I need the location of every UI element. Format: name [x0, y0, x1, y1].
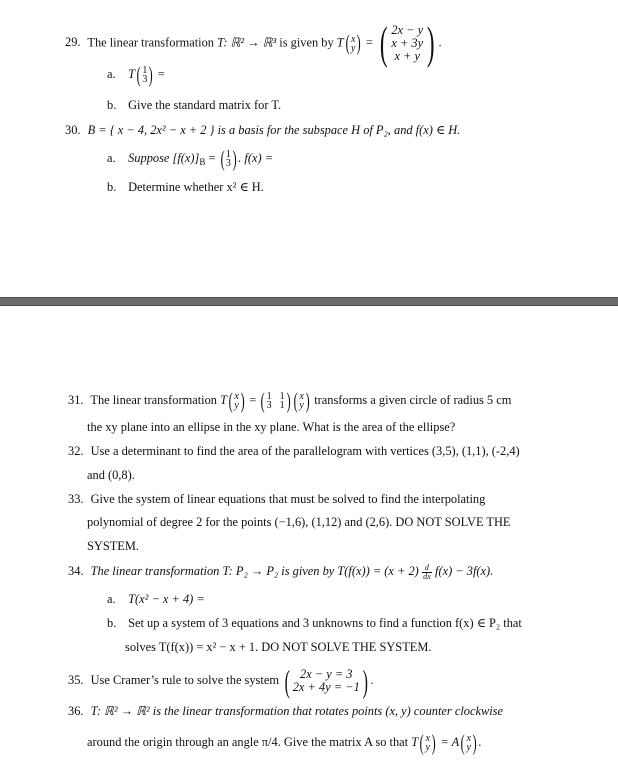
q29-number: 29. [65, 35, 81, 50]
q36-number: 36. [68, 704, 84, 718]
q29b-label: b. [107, 98, 117, 112]
q33-number: 33. [68, 492, 84, 506]
q30a: a. Suppose $[f(x)]_B$ = ( 1 3 ) . f(x) = [107, 146, 274, 171]
q29-T: T [336, 35, 344, 50]
q30b-label: b. [107, 180, 117, 194]
q29b-text: Give the standard matrix for T. [128, 98, 282, 112]
q30a-label: a. [107, 151, 116, 165]
q34a: a. T(x² − x + 4) = [107, 592, 205, 606]
q30b [107, 179, 264, 195]
q29-stem: 29. The linear transformation T: ℝ² → ℝ³ is given by T( x y ) = ( 2x − y x + 3y x + y ) . [65, 17, 442, 69]
q32-line2: and (0,8). [87, 468, 135, 482]
q33-line3: SYSTEM. [87, 539, 139, 553]
q34-line1: 34. The linear transformation T: P₂ → P₂ is given by T(f(x)) = (x + 2) $\frac{d}{dx}$ f(x) − 3f(x). [68, 562, 494, 581]
page-bottom [0, 306, 618, 768]
q31-line2: the xy plane into an ellipse in the xy plane. What is the area of the ellipse? [87, 420, 456, 434]
q30a-vector: 1 3 [225, 149, 231, 170]
q30-stem [65, 122, 460, 138]
q29-output-vector: 2x − y x + 3y x + y [391, 23, 424, 63]
q31-line1: 31. The linear transformation T( x y ) = ( 1 1 3 1 ) ( x y ) transforms a given circle of radius 5 cm [68, 388, 512, 413]
q32-line1: 32. Use a determinant to find the area of the parallelogram with vertices (3,5), (1,1), (-2,4) [68, 444, 520, 458]
q36-line1: 36. T: ℝ² → ℝ² is the linear transformation that rotates points (x, y) counter clockwise [68, 704, 504, 718]
q29-eq: = [365, 35, 373, 50]
q33-line2: polynomial of degree 2 for the points (−1,6), (1,12) and (2,6). DO NOT SOLVE THE [87, 515, 511, 529]
q31-number: 31. [68, 393, 84, 407]
q29-map: T: ℝ² → ℝ³ [217, 35, 277, 50]
q31-matrix: 1 1 3 1 [266, 391, 285, 412]
q30-text: B = { x − 4, 2x² − x + 2 } is a basis for the subspace H of P₂, and f(x) ∈ H. [87, 123, 461, 137]
q29-rparen-in: ) [357, 30, 362, 56]
q34a-label: a. [107, 592, 116, 606]
q29-lparen-out: ( [379, 17, 388, 69]
q34b-line1: b. Set up a system of 3 equations and 3 unknowns to find a function f(x) ∈ P₂ that [107, 616, 522, 630]
q36-input-vector: x y [425, 733, 430, 754]
q34b-label: b. [107, 616, 117, 630]
q35-system: 2x − y = 3 2x + 4y = −1 [292, 667, 360, 694]
q34b-line2: solves T(f(x)) = x² − x + 1. DO NOT SOLVE THE SYSTEM. [125, 640, 432, 654]
q32-number: 32. [68, 444, 84, 458]
page-top [0, 0, 618, 297]
q29-lparen-in: ( [345, 30, 350, 56]
q31-input-vector: x y [234, 391, 239, 412]
q34-number: 34. [68, 564, 84, 578]
page-separator [0, 297, 618, 306]
q29-input-vector: x y [351, 33, 356, 54]
q36-vector: x y [466, 733, 471, 754]
q33-line1: 33. Give the system of linear equations that must be solved to find the interpolating [68, 492, 486, 506]
q29-stem-text: The linear transformation [87, 35, 214, 50]
q29-rparen-out: ) [426, 17, 435, 69]
q30b-text: Determine whether x² ∈ H. [128, 180, 264, 194]
q31-vector: x y [299, 391, 304, 412]
q29a-label: a. [107, 67, 116, 81]
q35-line: 35. Use Cramer’s rule to solve the system ( 2x − y = 3 2x + 4y = −1 ) . [68, 662, 374, 699]
q29-mid: is given by [279, 35, 334, 50]
q30-number: 30. [65, 123, 81, 137]
q29a-vector: 1 3 [142, 65, 148, 86]
q29a: a. T( 1 3 ) = [107, 62, 165, 87]
q29b [107, 97, 281, 113]
q35-number: 35. [68, 672, 84, 687]
q36-line2: around the origin through an angle π/4. Give the matrix A so that T( x y ) = A( x y ) . [87, 730, 482, 755]
q34-derivative: $\frac{d}{dx}$ [423, 562, 431, 581]
